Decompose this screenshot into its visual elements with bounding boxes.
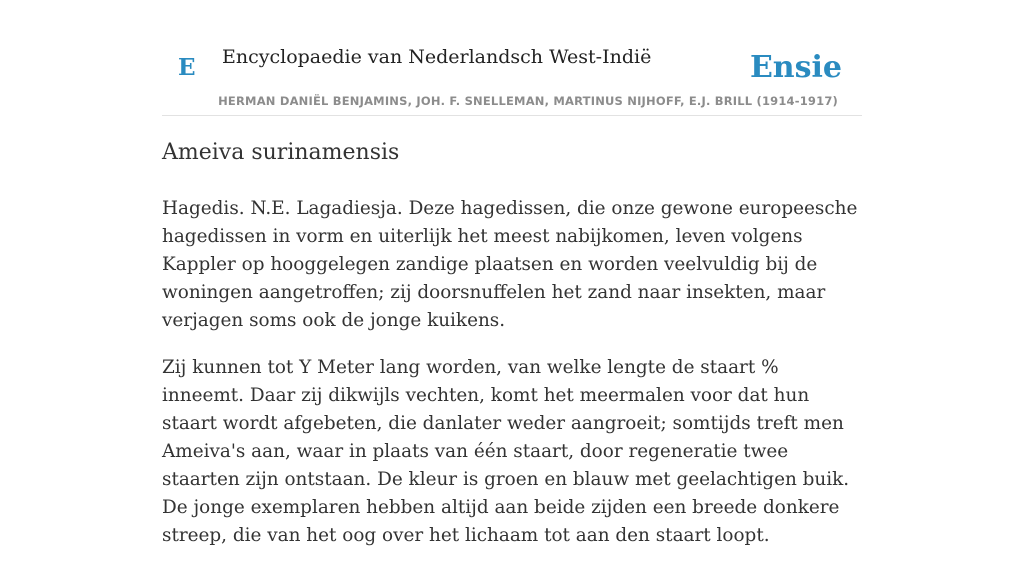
book-byline: HERMAN DANIËL BENJAMINS, JOH. F. SNELLEMAN, MARTINUS NIJHOFF, E.J. BRILL (1914-1917) [218, 94, 838, 108]
brand-logo[interactable]: Ensie [749, 50, 842, 85]
entry-paragraph: Hagedis. N.E. Lagadiesja. Deze hagedissen, die onze gewone europeesche hagedissen in vorm en uiterlijk het meest nabijkomen, leven volgens Kappler op hooggelegen zandige plaatsen en worden veelvuldig bij de woningen aangetroffen; zij doorsnuffelen het zand naar insekten, maar verjagen soms ook de jonge kuikens. [162, 197, 858, 331]
site-header [162, 40, 862, 116]
entry-title: Ameiva surinamensis [162, 140, 400, 165]
book-logo[interactable]: E [178, 54, 196, 81]
entry-content [162, 138, 862, 569]
entry-paragraph: Zij kunnen tot Y Meter lang worden, van welke lengte de staart % inneemt. Daar zij dikwijls vechten, komt het meermalen voor dat hun staart wordt afgebeten, die danlater weder aangroeit; somtijds treft men Ameiva's aan, waar in plaats van één staart, door regeneratie twee staarten zijn ontstaan. De kleur is groen en blauw met geelachtigen buik. De jonge exemplaren hebben altijd aan beide zijden een breede donkere streep, die van het oog over het lichaam tot aan den staart loopt. [162, 356, 850, 546]
book-title[interactable]: Encyclopaedie van Nederlandsch West-Indië [222, 46, 652, 68]
